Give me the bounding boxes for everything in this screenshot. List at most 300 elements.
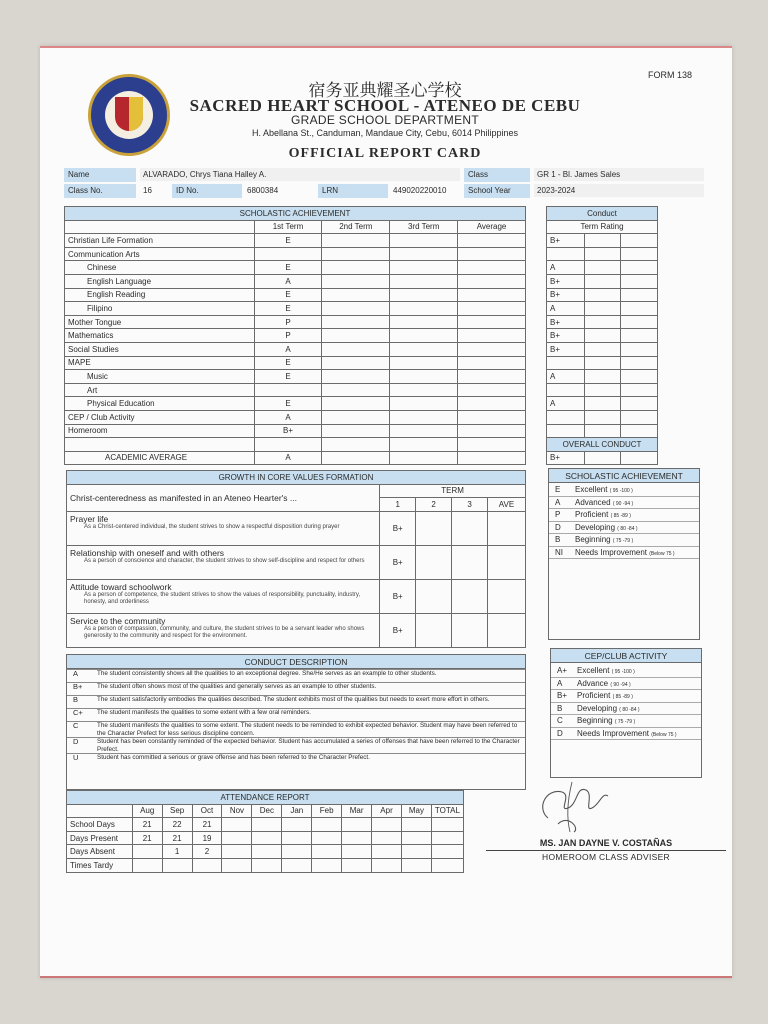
conduct-rating: B+	[547, 234, 585, 248]
core-value-desc: As a person of competence, the student strives to show the values of responsibility, punctuality, industry, honesty, and orderliness	[84, 591, 361, 605]
conduct-rating: A	[547, 397, 585, 411]
conduct-desc-text: The student manifests the qualities to some extent with a few oral reminders.	[97, 709, 311, 716]
grade-empty	[390, 370, 458, 384]
cv-col-2: 2	[416, 498, 452, 512]
attendance-row-label: Times Tardy	[67, 858, 133, 872]
classno-label: Class No.	[64, 184, 136, 198]
conduct-rating	[547, 410, 585, 424]
conduct-row	[547, 261, 658, 275]
cep-legend-title: CEP/CLUB ACTIVITY	[551, 649, 701, 663]
attendance-value	[132, 858, 162, 872]
adviser-title: HOMEROOM CLASS ADVISER	[542, 852, 670, 862]
cep-legend-range: ( 85 -89 )	[612, 694, 633, 700]
subject-name: Physical Education	[65, 397, 255, 411]
conduct-row	[547, 383, 658, 397]
conduct-row	[547, 342, 658, 356]
grade-empty	[322, 451, 390, 465]
conduct-empty	[584, 247, 621, 261]
grade-term1: A	[254, 410, 322, 424]
grade-empty	[322, 438, 390, 452]
grade-term1: E	[254, 288, 322, 302]
class-label: Class	[464, 168, 530, 182]
core-value-empty	[488, 511, 526, 545]
conduct-subtitle: Term Rating	[547, 220, 658, 234]
attendance-value	[282, 818, 312, 832]
core-value-empty	[488, 579, 526, 613]
conduct-empty	[621, 370, 658, 384]
conduct-desc-code: D	[73, 737, 79, 746]
conduct-empty	[584, 410, 621, 424]
grade-empty	[458, 342, 526, 356]
grade-empty	[458, 424, 526, 438]
attendance-value: 21	[132, 818, 162, 832]
subject-name: English Reading	[65, 288, 255, 302]
attendance-value	[431, 845, 463, 859]
core-value-name: Prayer life	[70, 513, 109, 524]
grade-empty	[390, 451, 458, 465]
report-card-sheet	[40, 46, 732, 978]
attendance-value: 2	[192, 845, 222, 859]
subject-row	[65, 451, 526, 465]
conduct-empty	[584, 356, 621, 370]
grade-empty	[390, 410, 458, 424]
conduct-empty	[621, 410, 658, 424]
subject-row	[65, 356, 526, 370]
core-value-cell	[67, 511, 380, 545]
conduct-desc-row	[67, 753, 525, 766]
attendance-row	[67, 845, 464, 859]
attendance-value	[282, 845, 312, 859]
conduct-desc-code: B	[73, 695, 79, 704]
core-value-empty	[416, 579, 452, 613]
conduct-desc-code: C+	[73, 708, 83, 717]
school-name: SACRED HEART SCHOOL - ATENEO DE CEBU	[189, 96, 581, 115]
grade-empty	[458, 261, 526, 275]
col-term2: 2nd Term	[322, 220, 390, 234]
conduct-empty	[621, 329, 658, 343]
grade-empty	[390, 247, 458, 261]
grade-empty	[458, 356, 526, 370]
grade-empty	[458, 397, 526, 411]
subject-name: Music	[65, 370, 255, 384]
conduct-rating	[547, 356, 585, 370]
cep-legend-code: C	[557, 716, 563, 725]
col-term3: 3rd Term	[390, 220, 458, 234]
conduct-rating: B+	[547, 315, 585, 329]
grade-term1: E	[254, 397, 322, 411]
grade-empty	[390, 302, 458, 316]
conduct-desc-code: C	[73, 721, 79, 730]
cep-legend-item	[551, 728, 701, 741]
attendance-value	[252, 818, 282, 832]
lrn-label: LRN	[318, 184, 388, 198]
attendance-month: Sep	[162, 804, 192, 818]
attendance-table	[66, 790, 464, 873]
student-class: GR 1 - Bl. James Sales	[534, 168, 704, 181]
subject-row	[65, 410, 526, 424]
core-value-name: Service to the community	[70, 615, 166, 626]
grade-empty	[322, 274, 390, 288]
cep-legend-label: Proficient	[577, 691, 611, 700]
overall-blank	[621, 451, 658, 465]
grade-term1: P	[254, 329, 322, 343]
grade-empty	[458, 247, 526, 261]
cep-legend-code: D	[557, 728, 563, 738]
grade-empty	[322, 288, 390, 302]
attendance-value	[401, 845, 431, 859]
cep-legend-code: A+	[557, 666, 568, 675]
grade-empty	[458, 234, 526, 248]
attendance-value	[372, 845, 402, 859]
conduct-desc-row	[67, 737, 525, 753]
conduct-row	[547, 234, 658, 248]
core-value-empty	[452, 511, 488, 545]
grade-empty	[458, 451, 526, 465]
conduct-empty	[621, 234, 658, 248]
attendance-value: 22	[162, 818, 192, 832]
scholastic-legend-range: ( 90 -94 )	[612, 500, 634, 507]
cep-legend-range: ( 90 -94 )	[610, 681, 631, 688]
conduct-rating: A	[547, 261, 585, 275]
col-term1: 1st Term	[254, 220, 322, 234]
grade-empty	[390, 342, 458, 356]
subject-row	[65, 288, 526, 302]
core-value-empty	[452, 613, 488, 647]
attendance-value	[342, 858, 372, 872]
scholastic-legend-label: Needs Improvement	[575, 547, 648, 557]
attendance-value	[282, 858, 312, 872]
scholastic-legend-title: SCHOLASTIC ACHIEVEMENT	[549, 469, 699, 483]
conduct-description-title: CONDUCT DESCRIPTION	[67, 655, 525, 669]
subject-name: Mathematics	[65, 329, 255, 343]
core-value-cell	[67, 613, 380, 647]
conduct-desc-text: The student consistently shows all the qualities to an exceptional degree. She/He serves as an example to other students.	[97, 670, 437, 677]
subject-row	[65, 261, 526, 275]
overall-blank	[584, 451, 621, 465]
scholastic-legend-label: Excellent	[575, 485, 608, 494]
attendance-value	[401, 858, 431, 872]
conduct-rating: A	[547, 302, 585, 316]
conduct-rating: A	[547, 370, 585, 384]
conduct-empty	[621, 342, 658, 356]
attendance-value	[342, 845, 372, 859]
conduct-empty	[584, 234, 621, 248]
subject-name	[65, 438, 255, 452]
attendance-month: Nov	[222, 804, 252, 818]
attendance-value	[401, 831, 431, 845]
subject-name: Christian Life Formation	[65, 234, 255, 248]
core-value-term1: B+	[380, 613, 416, 647]
conduct-empty	[584, 274, 621, 288]
core-value-empty	[416, 511, 452, 545]
conduct-row	[547, 370, 658, 384]
conduct-desc-text: The student often shows most of the qualities and generally serves as an example to other students.	[97, 683, 377, 690]
conduct-row	[547, 302, 658, 316]
attendance-value	[252, 858, 282, 872]
conduct-empty	[621, 397, 658, 411]
conduct-table	[546, 206, 658, 465]
conduct-desc-row	[67, 721, 525, 737]
scholastic-legend-range: ( 80 -84 )	[617, 525, 638, 532]
cep-legend-code: A	[557, 678, 563, 688]
scholastic-legend-range: ( 75 -79 )	[612, 538, 634, 544]
school-year: 2023-2024	[534, 184, 704, 197]
conduct-desc-text: The student manifests the qualities to some extent. The student needs to be reminded to exhibit expected behavior. Student may have been referred to the Character Prefect for less serious discipline concern.	[97, 722, 518, 737]
cep-legend-range: ( 80 -84 )	[619, 706, 640, 713]
grade-empty	[322, 424, 390, 438]
core-value-desc: As a person of compassion, community, and culture, the student strives to be a servant leader who shows generosity to the community and respect for the environment.	[84, 625, 365, 639]
attendance-value	[342, 831, 372, 845]
conduct-title: Conduct	[547, 207, 658, 221]
term-label: TERM	[380, 484, 526, 498]
subject-name: Social Studies	[65, 342, 255, 356]
scholastic-legend-range: ( 95 -100 )	[609, 488, 633, 494]
scholastic-legend-range: ( 85 -89 )	[610, 513, 631, 519]
attendance-value	[431, 818, 463, 832]
subject-name: Mother Tongue	[65, 315, 255, 329]
grade-empty	[390, 397, 458, 411]
student-name: ALVARADO, Chrys Tiana Halley A.	[140, 168, 460, 181]
grade-empty	[390, 356, 458, 370]
attendance-value	[222, 858, 252, 872]
core-value-cell	[67, 579, 380, 613]
year-label: School Year	[464, 184, 530, 198]
conduct-desc-row	[67, 682, 525, 695]
core-values-title: GROWTH IN CORE VALUES FORMATION	[67, 471, 526, 485]
attendance-value	[372, 818, 402, 832]
attendance-month: Jan	[282, 804, 312, 818]
grade-empty	[322, 342, 390, 356]
subject-name: Chinese	[65, 261, 255, 275]
attendance-value	[312, 831, 342, 845]
grade-term1	[254, 383, 322, 397]
attendance-value	[252, 845, 282, 859]
core-value-cell	[67, 545, 380, 579]
subject-name: Art	[65, 383, 255, 397]
grade-term1: P	[254, 315, 322, 329]
attendance-value	[282, 831, 312, 845]
subject-row	[65, 438, 526, 452]
attendance-value	[222, 831, 252, 845]
col-average: Average	[458, 220, 526, 234]
logo-shield-icon	[115, 97, 143, 131]
grade-empty	[458, 383, 526, 397]
grade-empty	[390, 288, 458, 302]
attendance-row	[67, 858, 464, 872]
grade-empty	[322, 329, 390, 343]
conduct-row	[547, 329, 658, 343]
subject-row	[65, 329, 526, 343]
cep-legend-item	[551, 703, 701, 716]
scholastic-legend	[548, 468, 700, 640]
student-id: 6800384	[247, 186, 279, 195]
grade-term1: A	[254, 274, 322, 288]
cep-legend-code: B+	[557, 691, 568, 700]
scholastic-legend-item	[549, 497, 699, 510]
grade-empty	[390, 438, 458, 452]
core-value-name: Attitude toward schoolwork	[70, 581, 172, 592]
core-value-term1: B+	[380, 511, 416, 545]
conduct-row	[547, 247, 658, 261]
scholastic-table	[64, 206, 526, 465]
grade-empty	[458, 302, 526, 316]
logo-emblem	[105, 91, 153, 139]
conduct-rating: B+	[547, 329, 585, 343]
conduct-row	[547, 424, 658, 438]
student-info	[64, 166, 708, 200]
scholastic-legend-label: Beginning	[575, 535, 611, 544]
conduct-empty	[621, 302, 658, 316]
scholastic-title: SCHOLASTIC ACHIEVEMENT	[65, 207, 526, 221]
core-value-name: Relationship with oneself and with others	[70, 547, 225, 558]
conduct-empty	[584, 329, 621, 343]
grade-term1: E	[254, 261, 322, 275]
student-lrn: 449020220010	[393, 186, 447, 195]
subject-row	[65, 302, 526, 316]
subject-row	[65, 424, 526, 438]
cep-legend-item	[551, 690, 701, 703]
attendance-title: ATTENDANCE REPORT	[67, 791, 464, 805]
subject-row	[65, 397, 526, 411]
grade-empty	[458, 438, 526, 452]
card-title: OFFICIAL REPORT CARD	[288, 146, 482, 161]
grade-term1: E	[254, 356, 322, 370]
core-value-empty	[452, 579, 488, 613]
attendance-row	[67, 831, 464, 845]
attendance-month: Feb	[312, 804, 342, 818]
attendance-value	[192, 858, 222, 872]
cep-legend-item	[551, 678, 701, 691]
core-value-row	[67, 545, 526, 579]
grade-term1	[254, 247, 322, 261]
overall-conduct-value: B+	[547, 451, 585, 465]
conduct-row	[547, 274, 658, 288]
school-department: GRADE SCHOOL DEPARTMENT	[290, 113, 480, 127]
subject-row	[65, 383, 526, 397]
grade-empty	[322, 370, 390, 384]
core-value-empty	[416, 545, 452, 579]
grade-empty	[390, 234, 458, 248]
cv-col-1: 1	[380, 498, 416, 512]
attendance-value	[312, 858, 342, 872]
grade-empty	[458, 315, 526, 329]
attendance-value: 21	[132, 831, 162, 845]
grade-empty	[322, 315, 390, 329]
conduct-row	[547, 315, 658, 329]
subject-row	[65, 274, 526, 288]
conduct-rating: B+	[547, 288, 585, 302]
cep-legend-range: ( 95 -100 )	[611, 669, 635, 675]
core-value-desc: As a Christ-centered individual, the student strives to show a respectful disposition during prayer	[84, 523, 340, 530]
school-address: H. Abellana St., Canduman, Mandaue City, Cebu, 6014 Philippines	[252, 128, 518, 138]
cep-legend-label: Developing	[577, 703, 618, 713]
grade-empty	[458, 410, 526, 424]
attendance-month: TOTAL	[431, 804, 463, 818]
grade-empty	[322, 261, 390, 275]
attendance-value	[431, 831, 463, 845]
attendance-row-label: Days Present	[67, 831, 133, 845]
conduct-empty	[621, 274, 658, 288]
grade-empty	[322, 397, 390, 411]
grade-term1: E	[254, 302, 322, 316]
overall-conduct-label: OVERALL CONDUCT	[547, 438, 658, 452]
grade-empty	[322, 234, 390, 248]
subject-name: CEP / Club Activity	[65, 410, 255, 424]
id-label: ID No.	[172, 184, 242, 198]
grade-empty	[322, 302, 390, 316]
cv-col-ave: AVE	[488, 498, 526, 512]
conduct-desc-text: The student satisfactorily embodies the qualities described. The student exhibits most of the qualities but needs to exert more effort in others.	[97, 696, 490, 703]
attendance-month: May	[401, 804, 431, 818]
cep-legend	[550, 648, 702, 778]
scholastic-legend-range: (Below 75 )	[649, 550, 675, 557]
subject-name: MAPE	[65, 356, 255, 370]
conduct-empty	[584, 315, 621, 329]
grade-empty	[390, 383, 458, 397]
attendance-value	[312, 845, 342, 859]
adviser-signature	[528, 778, 618, 834]
conduct-empty	[584, 288, 621, 302]
subject-row	[65, 234, 526, 248]
attendance-value: 21	[162, 831, 192, 845]
grade-term1: E	[254, 234, 322, 248]
grade-empty	[322, 247, 390, 261]
conduct-empty	[621, 288, 658, 302]
conduct-rating	[547, 247, 585, 261]
attendance-value	[342, 818, 372, 832]
cep-legend-label: Needs Improvement	[577, 728, 650, 738]
core-value-row	[67, 511, 526, 545]
grade-empty	[390, 329, 458, 343]
attendance-row-label: School Days	[67, 818, 133, 832]
cep-legend-range: ( 75 -79 )	[614, 719, 636, 725]
scholastic-legend-item	[549, 534, 699, 547]
subject-row	[65, 342, 526, 356]
core-value-desc: As a person of conscience and character, the student strives to show self-discipline and respect for others	[84, 557, 365, 564]
grade-term1: A	[254, 451, 322, 465]
scholastic-legend-label: Proficient	[575, 510, 609, 519]
subject-name: English Language	[65, 274, 255, 288]
conduct-rating: B+	[547, 342, 585, 356]
conduct-empty	[584, 302, 621, 316]
name-label: Name	[64, 168, 136, 182]
subject-row	[65, 370, 526, 384]
cep-legend-item	[551, 715, 701, 728]
conduct-empty	[584, 397, 621, 411]
scholastic-legend-code: B	[555, 535, 561, 544]
attendance-value	[431, 858, 463, 872]
form-number: FORM 138	[647, 70, 692, 80]
conduct-empty	[584, 342, 621, 356]
core-value-empty	[488, 613, 526, 647]
grade-empty	[390, 261, 458, 275]
grade-empty	[458, 274, 526, 288]
conduct-row	[547, 410, 658, 424]
core-value-empty	[416, 613, 452, 647]
conduct-row	[547, 356, 658, 370]
cv-col-3: 3	[452, 498, 488, 512]
conduct-empty	[621, 315, 658, 329]
grade-empty	[390, 315, 458, 329]
conduct-rating	[547, 383, 585, 397]
school-chinese-name: 宿务亚典耀圣心学校	[308, 81, 462, 101]
core-value-row	[67, 613, 526, 647]
cep-legend-label: Excellent	[577, 666, 610, 675]
attendance-month: Apr	[372, 804, 402, 818]
core-value-term1: B+	[380, 579, 416, 613]
conduct-desc-row	[67, 695, 525, 708]
conduct-desc-text: Student has been constantly reminded of the expected behavior. Student has accumulated a series of offenses that have been referred to the Character Prefect.	[97, 738, 520, 753]
